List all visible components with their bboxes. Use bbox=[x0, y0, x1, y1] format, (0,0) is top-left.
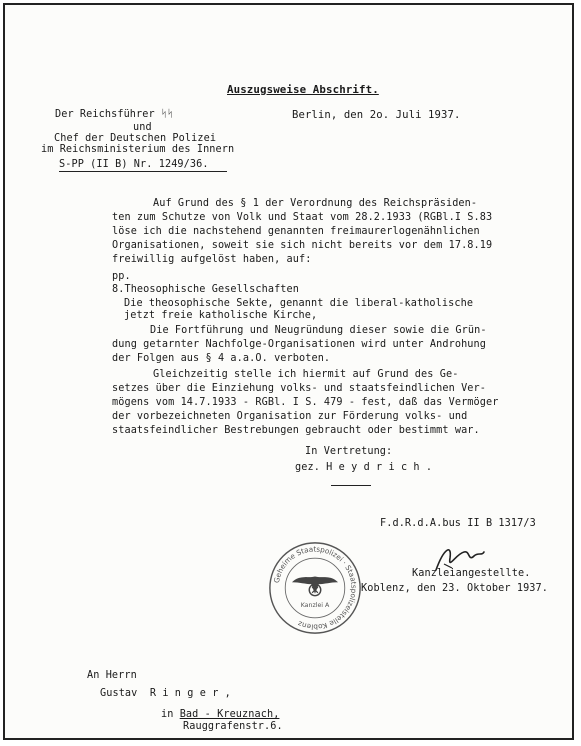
sender-line-4: im Reichsministerium des Innern bbox=[41, 144, 235, 155]
certification-line-3: Koblenz, den 23. Oktober 1937. bbox=[361, 583, 549, 594]
stamp-inner-text: Kanzlei A bbox=[300, 602, 330, 610]
stamp-outer-text: Geheime Staatspolizei · Staatspolizeistelle Koblenz bbox=[271, 544, 359, 632]
sender-line-1: Der Reichsführer ᛋᛋ bbox=[55, 109, 174, 120]
certification-line-1: F.d.R.d.A.bus II B 1317/3 bbox=[380, 518, 536, 529]
sender-line-2: und bbox=[133, 122, 152, 133]
body-line-10: Die Fortführung und Neugründung dieser sowie die Grün- bbox=[150, 325, 487, 336]
recipient-name: Gustav R i n g e r , bbox=[100, 688, 231, 699]
body-line-2: ten zum Schutze von Volk und Staat vom 28.2.1933 (RGBl.I S.83 bbox=[112, 212, 493, 223]
signature-name: gez. H e y d r i c h . bbox=[295, 462, 433, 473]
body-line-15: mögens vom 14.7.1933 - RGBl. I S. 479 - fest, daß das Vermöger bbox=[112, 397, 499, 408]
signature-in-vertretung: In Vertretung: bbox=[305, 446, 393, 457]
recipient-line-1: An Herrn bbox=[87, 670, 137, 681]
signature-rule bbox=[331, 485, 371, 486]
recipient-street: Rauggrafenstr.6. bbox=[183, 721, 283, 732]
recipient-city: in Bad - Kreuznach, bbox=[161, 709, 280, 720]
body-line-17: staatsfeindlicher Bestrebungen gebraucht oder bestimmt war. bbox=[112, 425, 480, 436]
body-line-4: Organisationen, soweit sie sich nicht bereits vor dem 17.8.19 bbox=[112, 240, 493, 251]
body-line-13: Gleichzeitig stelle ich hiermit auf Grund des Ge- bbox=[153, 369, 459, 380]
body-line-11: dung getarnter Nachfolge-Organisationen wird unter Androhung bbox=[112, 339, 487, 350]
body-line-pp: pp. bbox=[112, 271, 131, 282]
recipient-city-name: Bad - Kreuznach, bbox=[179, 709, 280, 720]
body-line-5: freiwillig aufgelöst haben, auf: bbox=[112, 254, 312, 265]
sender-line-3: Chef der Deutschen Polizei bbox=[54, 133, 217, 144]
body-line-heading: 8.Theosophische Gesellschaften bbox=[112, 284, 300, 295]
body-line-16: der vorbezeichneten Organisation zur Förderung volks- und bbox=[112, 411, 468, 422]
body-line-8: Die theosophische Sekte, genannt die liberal-katholische bbox=[124, 298, 474, 309]
document-title: Auszugsweise Abschrift. bbox=[227, 83, 379, 96]
document-page bbox=[3, 3, 574, 740]
reference-underline bbox=[59, 171, 227, 172]
body-line-1: Auf Grund des § 1 der Verordnung des Reichspräsiden- bbox=[153, 198, 478, 209]
official-stamp bbox=[267, 540, 363, 636]
place-date: Berlin, den 2o. Juli 1937. bbox=[292, 109, 461, 121]
body-line-3: löse ich die nachstehend genannten freimaurerlogenähnlichen bbox=[112, 226, 480, 237]
certification-line-2: Kanzleiangestellte. bbox=[412, 568, 531, 579]
body-line-9: jetzt freie katholische Kirche, bbox=[124, 310, 318, 321]
reference-number: S-PP (II B) Nr. 1249/36. bbox=[59, 159, 209, 170]
body-line-12: der Folgen aus § 4 a.a.O. verboten. bbox=[112, 353, 331, 364]
body-line-14: setzes über die Einziehung volks- und staatsfeindlichen Ver- bbox=[112, 383, 487, 394]
ss-symbol: ᛋᛋ bbox=[160, 109, 174, 120]
